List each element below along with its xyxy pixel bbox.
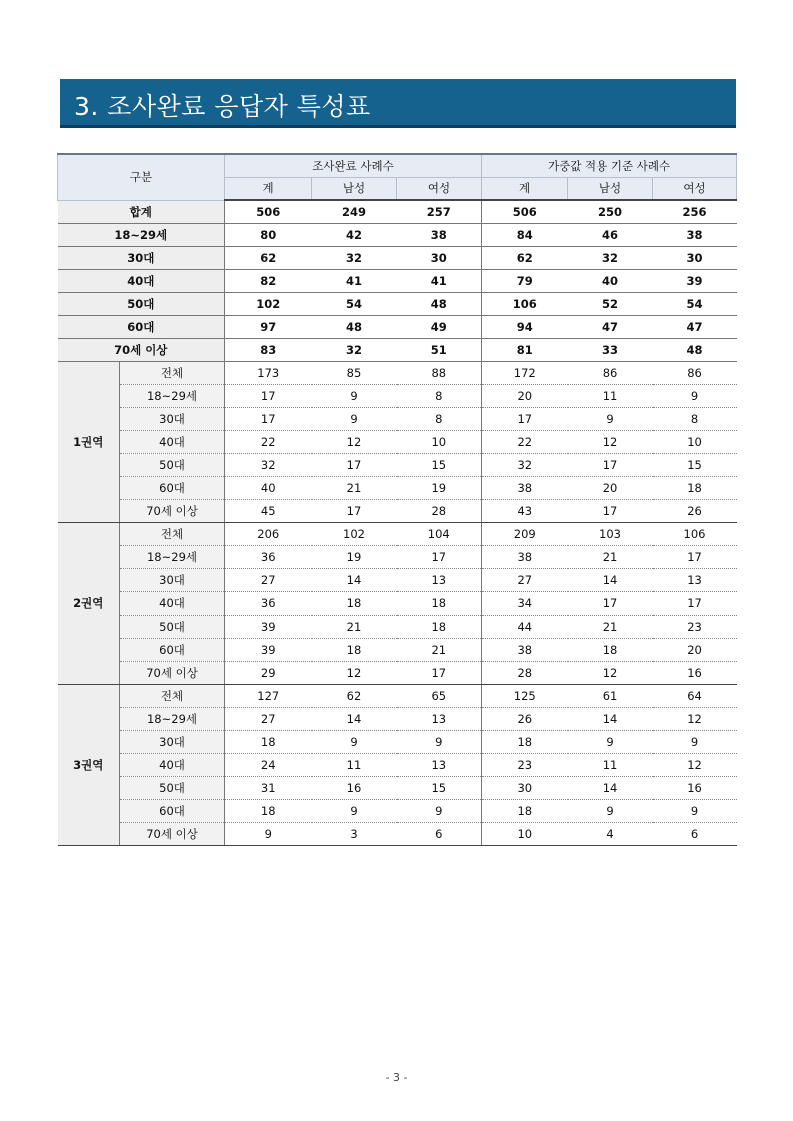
value-cell: 12 (312, 661, 397, 684)
value-cell: 9 (653, 384, 737, 407)
sub-row-label: 40대 (120, 754, 225, 777)
value-cell: 8 (397, 384, 482, 407)
value-cell: 32 (568, 246, 653, 269)
table-row (58, 754, 737, 777)
value-cell: 11 (312, 754, 397, 777)
value-cell: 38 (653, 223, 737, 246)
row-label: 18~29세 (58, 223, 225, 246)
value-cell: 61 (568, 684, 653, 707)
value-cell: 9 (312, 407, 397, 430)
value-cell: 17 (225, 407, 312, 430)
value-cell: 44 (482, 615, 568, 638)
value-cell: 12 (653, 754, 737, 777)
table-row (58, 661, 737, 684)
section-title-bar (60, 79, 736, 128)
table-row (58, 223, 737, 246)
value-cell: 79 (482, 269, 568, 292)
value-cell: 103 (568, 523, 653, 546)
value-cell: 12 (312, 430, 397, 453)
table-row (58, 453, 737, 476)
value-cell: 39 (225, 638, 312, 661)
value-cell: 17 (568, 592, 653, 615)
col-total-2: 계 (482, 177, 568, 200)
value-cell: 38 (482, 476, 568, 499)
sub-row-label: 40대 (120, 592, 225, 615)
value-cell: 51 (397, 338, 482, 361)
value-cell: 52 (568, 292, 653, 315)
row-label: 50대 (58, 292, 225, 315)
region-label: 2권역 (58, 523, 120, 685)
value-cell: 22 (225, 430, 312, 453)
value-cell: 106 (482, 292, 568, 315)
value-cell: 4 (568, 823, 653, 846)
value-cell: 12 (568, 661, 653, 684)
value-cell: 125 (482, 684, 568, 707)
table-row (58, 200, 737, 223)
sub-row-label: 70세 이상 (120, 661, 225, 684)
value-cell: 506 (482, 200, 568, 223)
table-row (58, 338, 737, 361)
value-cell: 27 (482, 569, 568, 592)
value-cell: 250 (568, 200, 653, 223)
sub-row-label: 50대 (120, 453, 225, 476)
value-cell: 6 (397, 823, 482, 846)
value-cell: 17 (568, 500, 653, 523)
table-row (58, 800, 737, 823)
value-cell: 41 (397, 269, 482, 292)
value-cell: 64 (653, 684, 737, 707)
row-label: 60대 (58, 315, 225, 338)
value-cell: 18 (482, 800, 568, 823)
sub-row-label: 전체 (120, 684, 225, 707)
sub-row-label: 60대 (120, 800, 225, 823)
respondent-characteristics-table (57, 153, 737, 846)
value-cell: 14 (312, 707, 397, 730)
value-cell: 17 (482, 407, 568, 430)
value-cell: 38 (397, 223, 482, 246)
value-cell: 34 (482, 592, 568, 615)
value-cell: 15 (397, 777, 482, 800)
value-cell: 20 (482, 384, 568, 407)
sub-row-label: 70세 이상 (120, 823, 225, 846)
table-row (58, 546, 737, 569)
value-cell: 21 (312, 476, 397, 499)
value-cell: 49 (397, 315, 482, 338)
value-cell: 18 (653, 476, 737, 499)
table-row (58, 823, 737, 846)
value-cell: 65 (397, 684, 482, 707)
value-cell: 13 (397, 569, 482, 592)
region-label: 3권역 (58, 684, 120, 846)
value-cell: 39 (225, 615, 312, 638)
value-cell: 6 (653, 823, 737, 846)
value-cell: 9 (397, 800, 482, 823)
table-row (58, 407, 737, 430)
value-cell: 40 (225, 476, 312, 499)
table-row (58, 615, 737, 638)
table-row (58, 430, 737, 453)
value-cell: 14 (568, 777, 653, 800)
value-cell: 9 (312, 384, 397, 407)
value-cell: 172 (482, 361, 568, 384)
table-row (58, 246, 737, 269)
value-cell: 14 (312, 569, 397, 592)
value-cell: 36 (225, 592, 312, 615)
col-total-1: 계 (225, 177, 312, 200)
value-cell: 28 (397, 500, 482, 523)
value-cell: 17 (225, 384, 312, 407)
value-cell: 48 (653, 338, 737, 361)
value-cell: 21 (568, 546, 653, 569)
sub-row-label: 18~29세 (120, 384, 225, 407)
table-row (58, 384, 737, 407)
table-row (58, 315, 737, 338)
summary-section (58, 200, 737, 361)
value-cell: 15 (397, 453, 482, 476)
sub-row-label: 18~29세 (120, 707, 225, 730)
value-cell: 9 (653, 731, 737, 754)
table-row (58, 638, 737, 661)
page-number: - 3 - (385, 1071, 408, 1084)
value-cell: 20 (568, 476, 653, 499)
value-cell: 24 (225, 754, 312, 777)
value-cell: 19 (397, 476, 482, 499)
table-row (58, 707, 737, 730)
value-cell: 47 (653, 315, 737, 338)
sub-row-label: 50대 (120, 615, 225, 638)
value-cell: 84 (482, 223, 568, 246)
value-cell: 97 (225, 315, 312, 338)
value-cell: 18 (225, 800, 312, 823)
value-cell: 94 (482, 315, 568, 338)
table-row (58, 500, 737, 523)
value-cell: 13 (397, 707, 482, 730)
value-cell: 9 (653, 800, 737, 823)
completed-cases-header: 조사완료 사례수 (225, 154, 482, 177)
table-row (58, 731, 737, 754)
value-cell: 10 (653, 430, 737, 453)
value-cell: 28 (482, 661, 568, 684)
value-cell: 9 (312, 731, 397, 754)
value-cell: 17 (397, 546, 482, 569)
table-row (58, 476, 737, 499)
value-cell: 206 (225, 523, 312, 546)
value-cell: 29 (225, 661, 312, 684)
value-cell: 16 (653, 777, 737, 800)
value-cell: 32 (482, 453, 568, 476)
value-cell: 39 (653, 269, 737, 292)
value-cell: 23 (482, 754, 568, 777)
value-cell: 21 (568, 615, 653, 638)
value-cell: 17 (312, 500, 397, 523)
row-label: 70세 이상 (58, 338, 225, 361)
table-row (58, 292, 737, 315)
value-cell: 9 (568, 800, 653, 823)
table-row (58, 592, 737, 615)
col-female-2: 여성 (653, 177, 737, 200)
value-cell: 62 (482, 246, 568, 269)
value-cell: 41 (312, 269, 397, 292)
value-cell: 46 (568, 223, 653, 246)
value-cell: 48 (312, 315, 397, 338)
value-cell: 16 (653, 661, 737, 684)
value-cell: 30 (653, 246, 737, 269)
value-cell: 12 (653, 707, 737, 730)
value-cell: 33 (568, 338, 653, 361)
value-cell: 14 (568, 569, 653, 592)
row-label: 합계 (58, 200, 225, 223)
value-cell: 54 (312, 292, 397, 315)
value-cell: 127 (225, 684, 312, 707)
sub-row-label: 70세 이상 (120, 500, 225, 523)
value-cell: 9 (225, 823, 312, 846)
value-cell: 14 (568, 707, 653, 730)
sub-row-label: 30대 (120, 569, 225, 592)
value-cell: 9 (568, 731, 653, 754)
value-cell: 18 (568, 638, 653, 661)
value-cell: 32 (312, 246, 397, 269)
table-header (58, 154, 737, 200)
value-cell: 18 (397, 615, 482, 638)
value-cell: 21 (397, 638, 482, 661)
region-section-2 (58, 523, 737, 685)
sub-row-label: 50대 (120, 777, 225, 800)
value-cell: 20 (653, 638, 737, 661)
value-cell: 18 (312, 592, 397, 615)
value-cell: 80 (225, 223, 312, 246)
region-section-3 (58, 684, 737, 846)
value-cell: 36 (225, 546, 312, 569)
value-cell: 209 (482, 523, 568, 546)
region-section-1 (58, 361, 737, 523)
value-cell: 38 (482, 546, 568, 569)
value-cell: 249 (312, 200, 397, 223)
sub-row-label: 18~29세 (120, 546, 225, 569)
value-cell: 47 (568, 315, 653, 338)
sub-row-label: 60대 (120, 638, 225, 661)
section-title: 3. 조사완료 응답자 특성표 (74, 92, 371, 121)
value-cell: 17 (568, 453, 653, 476)
value-cell: 88 (397, 361, 482, 384)
col-female-1: 여성 (397, 177, 482, 200)
value-cell: 3 (312, 823, 397, 846)
value-cell: 83 (225, 338, 312, 361)
value-cell: 10 (397, 430, 482, 453)
value-cell: 8 (653, 407, 737, 430)
value-cell: 32 (312, 338, 397, 361)
value-cell: 18 (482, 731, 568, 754)
value-cell: 62 (225, 246, 312, 269)
value-cell: 54 (653, 292, 737, 315)
table-row (58, 684, 737, 707)
value-cell: 8 (397, 407, 482, 430)
value-cell: 9 (397, 731, 482, 754)
row-label: 40대 (58, 269, 225, 292)
value-cell: 13 (653, 569, 737, 592)
table-row (58, 777, 737, 800)
value-cell: 506 (225, 200, 312, 223)
value-cell: 102 (225, 292, 312, 315)
table-row (58, 523, 737, 546)
value-cell: 257 (397, 200, 482, 223)
value-cell: 82 (225, 269, 312, 292)
value-cell: 40 (568, 269, 653, 292)
table-row (58, 361, 737, 384)
value-cell: 9 (312, 800, 397, 823)
value-cell: 18 (312, 638, 397, 661)
value-cell: 86 (653, 361, 737, 384)
value-cell: 38 (482, 638, 568, 661)
value-cell: 104 (397, 523, 482, 546)
table-row (58, 269, 737, 292)
category-header: 구분 (58, 154, 225, 200)
sub-row-label: 60대 (120, 476, 225, 499)
value-cell: 12 (568, 430, 653, 453)
value-cell: 31 (225, 777, 312, 800)
value-cell: 23 (653, 615, 737, 638)
value-cell: 173 (225, 361, 312, 384)
value-cell: 62 (312, 684, 397, 707)
value-cell: 17 (653, 592, 737, 615)
value-cell: 106 (653, 523, 737, 546)
value-cell: 32 (225, 453, 312, 476)
value-cell: 17 (312, 453, 397, 476)
value-cell: 30 (397, 246, 482, 269)
value-cell: 18 (397, 592, 482, 615)
value-cell: 19 (312, 546, 397, 569)
sub-row-label: 30대 (120, 407, 225, 430)
sub-row-label: 40대 (120, 430, 225, 453)
value-cell: 256 (653, 200, 737, 223)
value-cell: 26 (653, 500, 737, 523)
value-cell: 30 (482, 777, 568, 800)
value-cell: 16 (312, 777, 397, 800)
sub-row-label: 전체 (120, 523, 225, 546)
value-cell: 27 (225, 569, 312, 592)
col-male-1: 남성 (312, 177, 397, 200)
value-cell: 43 (482, 500, 568, 523)
value-cell: 15 (653, 453, 737, 476)
value-cell: 81 (482, 338, 568, 361)
value-cell: 11 (568, 384, 653, 407)
sub-row-label: 전체 (120, 361, 225, 384)
value-cell: 45 (225, 500, 312, 523)
value-cell: 13 (397, 754, 482, 777)
value-cell: 48 (397, 292, 482, 315)
col-male-2: 남성 (568, 177, 653, 200)
value-cell: 18 (225, 731, 312, 754)
value-cell: 17 (653, 546, 737, 569)
region-label: 1권역 (58, 361, 120, 523)
value-cell: 26 (482, 707, 568, 730)
value-cell: 22 (482, 430, 568, 453)
value-cell: 27 (225, 707, 312, 730)
row-label: 30대 (58, 246, 225, 269)
table-row (58, 569, 737, 592)
value-cell: 21 (312, 615, 397, 638)
value-cell: 9 (568, 407, 653, 430)
value-cell: 86 (568, 361, 653, 384)
value-cell: 102 (312, 523, 397, 546)
value-cell: 42 (312, 223, 397, 246)
value-cell: 11 (568, 754, 653, 777)
value-cell: 85 (312, 361, 397, 384)
weighted-cases-header: 가중값 적용 기준 사례수 (482, 154, 737, 177)
value-cell: 17 (397, 661, 482, 684)
sub-row-label: 30대 (120, 731, 225, 754)
value-cell: 10 (482, 823, 568, 846)
